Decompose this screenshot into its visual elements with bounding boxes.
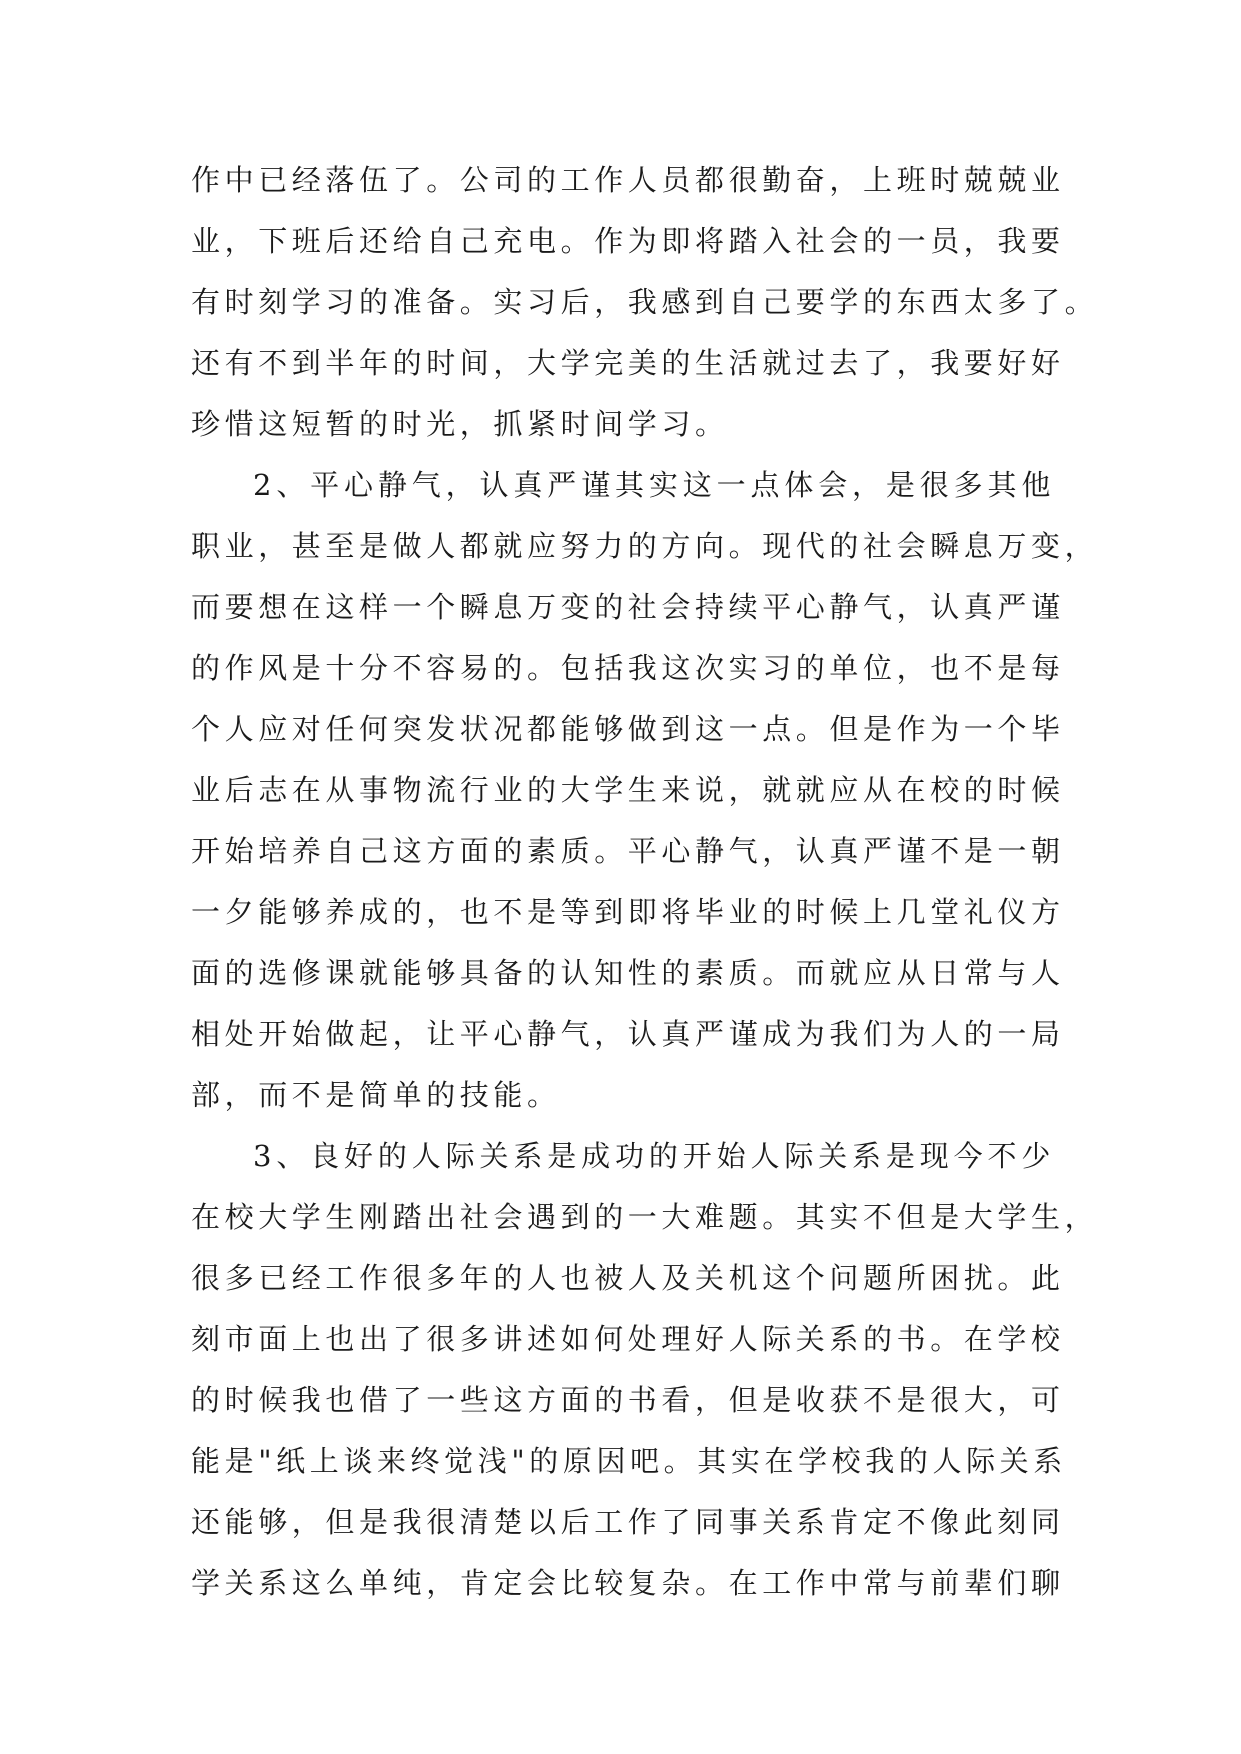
text-line: 面的选修课就能够具备的认知性的素质。而就应从日常与人 [191,956,1065,990]
text-line: 还能够，但是我很清楚以后工作了同事关系肯定不像此刻同 [191,1505,1065,1539]
text-line: 一夕能够养成的，也不是等到即将毕业的时候上几堂礼仪方 [191,895,1065,929]
text-line: 开始培养自己这方面的素质。平心静气，认真严谨不是一朝 [191,834,1065,868]
text-line: 珍惜这短暂的时光，抓紧时间学习。 [191,407,729,441]
document-body [191,150,1099,1614]
text-line: 能是"纸上谈来终觉浅"的原因吧。其实在学校我的人际关系 [191,1444,1067,1478]
text-line: 学关系这么单纯，肯定会比较复杂。在工作中常与前辈们聊 [191,1566,1065,1600]
text-line: 的作风是十分不容易的。包括我这次实习的单位，也不是每 [191,651,1065,685]
paragraph-calm-and-rigorous [191,455,1099,1126]
text-line: 业，下班后还给自己充电。作为即将踏入社会的一员，我要 [191,224,1065,258]
paragraph-interpersonal-relations [191,1126,1099,1614]
text-line: 刻市面上也出了很多讲述如何处理好人际关系的书。在学校 [191,1322,1065,1356]
text-line: 业后志在从事物流行业的大学生来说，就就应从在校的时候 [191,773,1065,807]
text-line: 部，而不是简单的技能。 [191,1078,561,1112]
text-line: 个人应对任何突发状况都能够做到这一点。但是作为一个毕 [191,712,1065,746]
text-line: 2、平心静气，认真严谨其实这一点体会，是很多其他 [253,468,1055,502]
text-line: 而要想在这样一个瞬息万变的社会持续平心静气，认真严谨 [191,590,1065,624]
text-line: 3、良好的人际关系是成功的开始人际关系是现今不少 [253,1139,1055,1173]
text-line: 作中已经落伍了。公司的工作人员都很勤奋，上班时兢兢业 [191,163,1065,197]
text-line: 职业，甚至是做人都就应努力的方向。现代的社会瞬息万变， [191,529,1099,563]
text-line: 相处开始做起，让平心静气，认真严谨成为我们为人的一局 [191,1017,1065,1051]
text-line: 还有不到半年的时间，大学完美的生活就过去了，我要好好 [191,346,1065,380]
text-line: 在校大学生刚踏出社会遇到的一大难题。其实不但是大学生， [191,1200,1099,1234]
text-line: 的时候我也借了一些这方面的书看，但是收获不是很大，可 [191,1383,1065,1417]
text-line: 有时刻学习的准备。实习后，我感到自己要学的东西太多了。 [191,285,1099,319]
text-line: 很多已经工作很多年的人也被人及关机这个问题所困扰。此 [191,1261,1065,1295]
paragraph-continuation [191,150,1099,455]
